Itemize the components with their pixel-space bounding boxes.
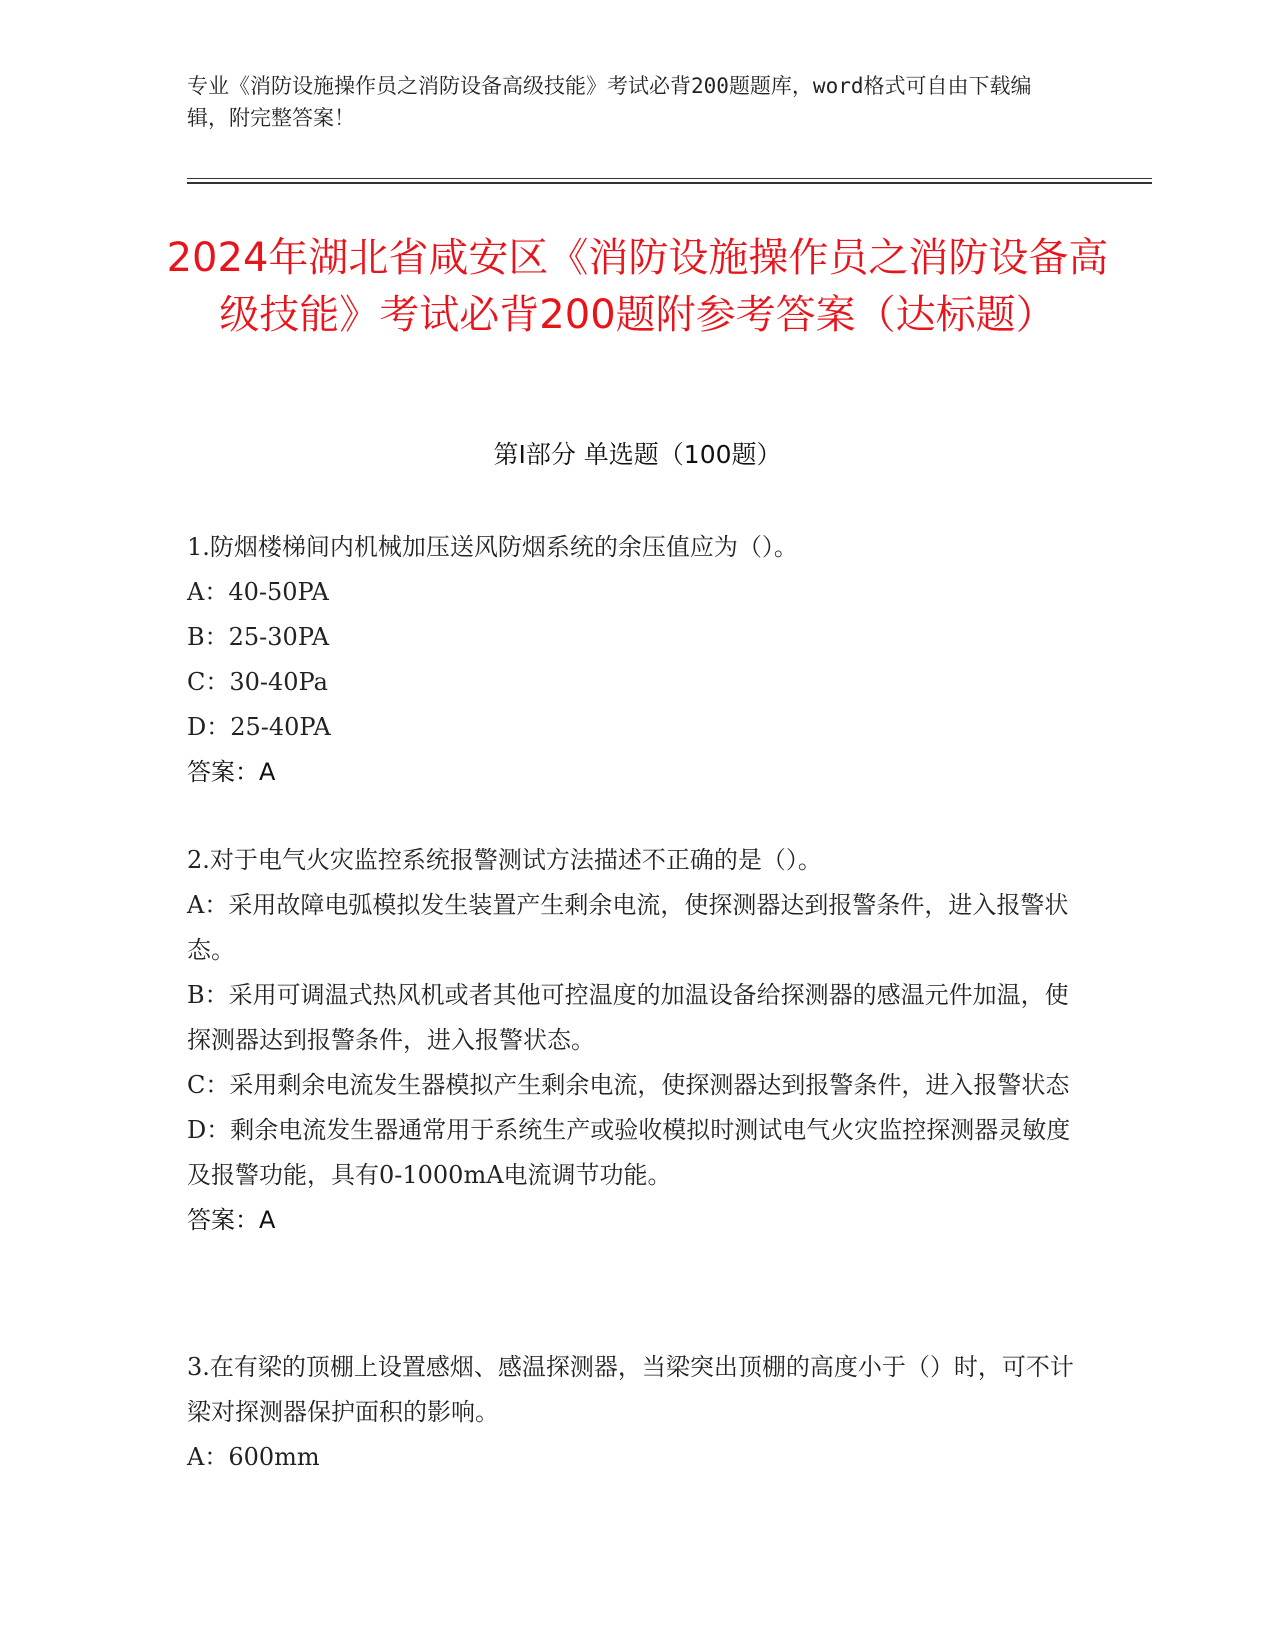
option-b: B：采用可调温式热风机或者其他可控温度的加温设备给探测器的感温元件加温，使探测器达到报警条件，进入报警状态。 [187, 981, 1069, 1054]
document-title: 2024年湖北省咸安区《消防设施操作员之消防设备高级技能》考试必背200题附参考答案（达标题） [166, 235, 1109, 338]
answer: 答案：A [187, 1206, 276, 1234]
question-2 [187, 838, 1087, 1243]
question-stem: 3.在有梁的顶棚上设置感烟、感温探测器，当梁突出顶棚的高度小于（）时，可不计梁对探测器保护面积的影响。 [187, 1353, 1074, 1426]
question-stem: 1.防烟楼梯间内机械加压送风防烟系统的余压值应为（）。 [187, 533, 798, 561]
option-b: B：25-30PA [187, 623, 330, 651]
option-d: D：剩余电流发生器通常用于系统生产或验收模拟时测试电气火灾监控探测器灵敏度及报警功能，具有0-1000mA电流调节功能。 [187, 1116, 1071, 1189]
section-title: 第I部分 单选题（100题） [493, 440, 782, 469]
option-c: C：30-40Pa [187, 668, 328, 696]
answer: 答案：A [187, 758, 276, 786]
question-3 [187, 1345, 1087, 1480]
header-divider-thin [187, 178, 1152, 179]
header-divider-thick [187, 182, 1152, 184]
option-a: A：采用故障电弧模拟发生装置产生剩余电流，使探测器达到报警条件，进入报警状态。 [187, 891, 1069, 964]
option-a: A：600mm [187, 1443, 320, 1471]
option-c: C：采用剩余电流发生器模拟产生剩余电流，使探测器达到报警条件，进入报警状态 [187, 1071, 1070, 1099]
option-d: D：25-40PA [187, 713, 331, 741]
header-note: 专业《消防设施操作员之消防设备高级技能》考试必背200题题库，word格式可自由下载编辑，附完整答案！ [187, 74, 1032, 130]
option-a: A：40-50PA [187, 578, 329, 606]
question-1 [187, 525, 1087, 795]
question-stem: 2.对于电气火灾监控系统报警测试方法描述不正确的是（）。 [187, 846, 822, 874]
